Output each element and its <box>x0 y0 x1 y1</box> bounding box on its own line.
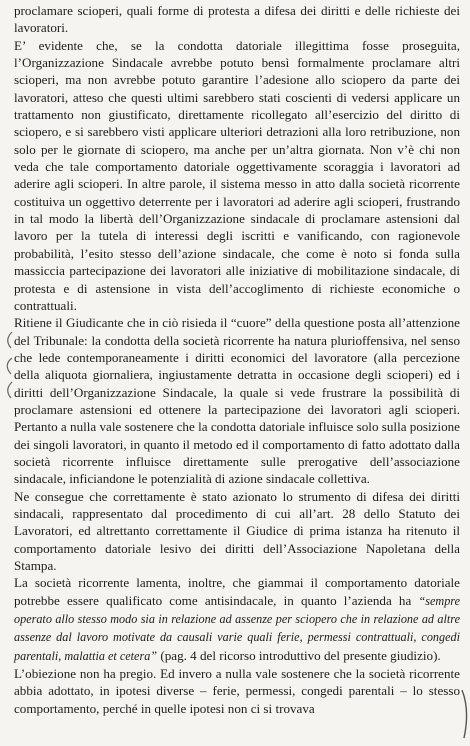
paragraph-3: Ritiene il Giudicante che in ciò risieda il “cuore” della questione posta all’attenzione del Tribunale: la condotta della società ricorrente ha natura plurioffensiva, nel senso che lede contemporaneamente i diritti economici del lavoratore (alla percezione della aliquota giornaliera, ingiustamente detratta in occasione degli scioperi) ed i diritti dell’Organizzazione Sindacale, la quale si vede frustrare la possibilità di proclamare astensioni ed ottenere la partecipazione dei lavoratori agli scioperi. Pertanto a nulla vale sostenere che la condotta datoriale influisce solo sulla posizione dei singoli lavoratori, in quanto il metodo ed il comportamento di fatto adottato dalla società ricorrente influisce direttamente sulle prerogative dell’associazione sindacale, inficiandone le potenzialità di azione sindacale collettiva. <box>14 315 460 487</box>
paragraph-5 <box>14 574 460 665</box>
paragraph-5-intro: La società ricorrente lamenta, inoltre, che giammai il comportamento datoriale potrebbe essere qualificato come antisindacale, in quanto l’azienda ha <box>14 575 460 608</box>
quoted-passage: “sempre operato allo stesso modo sia in relazione ad assenze per sciopero che in relazione ad altre assenze dal lavoro motivate da causali varie quali ferie, permessi contrattuali, congedi parentali, malattia et cetera” <box>14 593 460 663</box>
paragraph-6: L’obiezione non ha pregio. Ed invero a nulla vale sostenere che la società ricorrente abbia adottato, in ipotesi diverse – ferie, permessi, congedi parentali – lo stesso comportamento, perché in quelle ipotesi non ci si trovava <box>14 666 460 716</box>
paragraph-5-citation: (pag. 4 del ricorso introduttivo del presente giudizio). <box>157 647 441 663</box>
document-body <box>14 2 460 717</box>
paragraph-4: Ne consegue che correttamente è stato azionato lo strumento di difesa dei diritti sindacali, rappresentato dal procedimento di cui all’art. 28 dello Statuto dei Lavoratori, ed altrettanto correttamente il Giudice di prima istanza ha ritenuto il comportamento datoriale lesivo dei diritti dell’Associazione Napoletana della Stampa. <box>14 488 460 573</box>
right-margin-scan-mark <box>460 690 470 740</box>
left-margin-binding-marks <box>0 330 14 450</box>
paragraph-2: E’ evidente che, se la condotta datoriale illegittima fosse proseguita, l’Organizzazione Sindacale avrebbe potuto bensì formalmente proclamare altri scioperi, ma non avrebbe potuto garantire l’adesione allo sciopero da parte dei lavoratori, atteso che questi ultimi sarebbero stati coscienti di vedersi applicare un trattamento non giustificato, direttamente ricollegato all’esercizio del diritto di sciopero, e si sarebbero visti applicare ulteriori detrazioni alla loro retribuzione, non solo per le giornate di sciopero, ma anche per un’altra giornata. Non v’è chi non veda che tale comportamento datoriale oggettivamente scoraggia i lavoratori ad aderire agli scioperi. In altre parole, il sistema messo in atto dalla società ricorrente costituiva un oggettivo deterrente per i lavoratori ad aderire agli scioperi, frustrando in tal modo la libertà dell’Organizzazione sindacale di proclamare astensioni dal lavoro per la tutela di interessi degli iscritti e vanificando, con ragionevole probabilità, l’esito stesso dell’azione sindacale, che come è noto si fonda sulla massiccia partecipazione dei lavoratori alle iniziative di mobilitazione sindacale, di protesta e di astensione in vista dell’accoglimento di richieste economiche o contrattuali. <box>14 37 460 313</box>
paragraph-1: proclamare scioperi, quali forme di protesta a difesa dei diritti e delle richieste dei lavoratori. <box>14 3 460 36</box>
